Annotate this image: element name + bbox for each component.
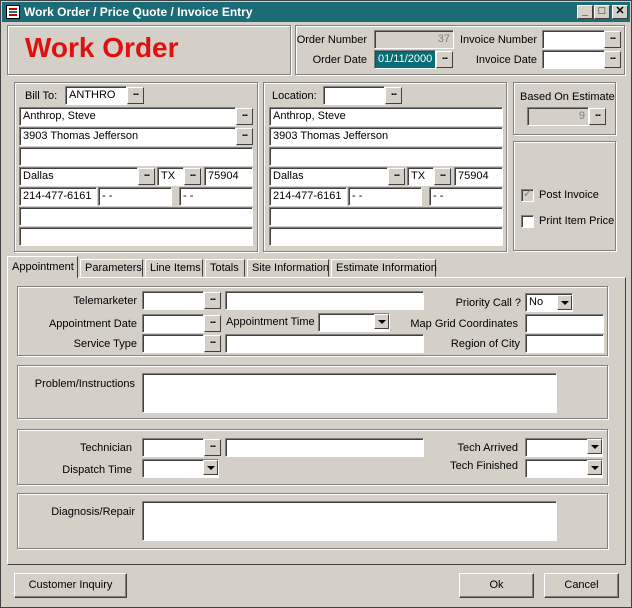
bill-to-phone2-field[interactable]: - - bbox=[98, 187, 172, 206]
technician-name-field[interactable] bbox=[225, 438, 424, 457]
technician-ellipsis-button[interactable]: ... bbox=[204, 439, 221, 456]
bill-to-address1-field[interactable]: 3903 Thomas Jefferson bbox=[19, 127, 236, 146]
tech-finished-dropdown-icon[interactable] bbox=[587, 460, 602, 475]
bill-to-label: Bill To: bbox=[25, 90, 58, 102]
ok-button[interactable]: Ok bbox=[459, 573, 534, 598]
order-date-ellipsis-button[interactable]: ... bbox=[436, 51, 453, 68]
location-address1-field[interactable]: 3903 Thomas Jefferson bbox=[269, 127, 503, 146]
invoice-number-field[interactable] bbox=[542, 30, 605, 49]
priority-call-select[interactable]: No bbox=[525, 293, 573, 312]
location-code-field[interactable] bbox=[323, 86, 385, 105]
telemarketer-label: Telemarketer bbox=[73, 295, 137, 307]
dispatch-time-dropdown-icon[interactable] bbox=[203, 460, 218, 475]
post-invoice-checkbox[interactable] bbox=[521, 189, 534, 202]
diagnosis-repair-label: Diagnosis/Repair bbox=[51, 506, 135, 518]
based-on-estimate-field: 9 bbox=[527, 107, 589, 126]
tab-line-items[interactable]: Line Items bbox=[145, 259, 203, 277]
tab-estimate-information[interactable]: Estimate Information bbox=[331, 259, 436, 277]
tab-parameters[interactable]: Parameters bbox=[80, 259, 143, 277]
invoice-date-ellipsis-button[interactable]: ... bbox=[604, 51, 621, 68]
problem-instructions-textarea[interactable] bbox=[142, 373, 557, 413]
location-extra2-field[interactable] bbox=[269, 227, 503, 246]
invoice-date-field[interactable] bbox=[542, 50, 605, 69]
tab-site-information[interactable]: Site Information bbox=[247, 259, 329, 277]
close-button[interactable]: ✕ bbox=[612, 5, 628, 19]
service-type-field[interactable] bbox=[142, 334, 204, 353]
service-type-label: Service Type bbox=[73, 338, 137, 350]
technician-label: Technician bbox=[80, 442, 132, 454]
invoice-number-ellipsis-button[interactable]: ... bbox=[604, 31, 621, 48]
map-grid-field[interactable] bbox=[525, 314, 604, 333]
map-grid-label: Map Grid Coordinates bbox=[410, 318, 518, 330]
region-of-city-field[interactable] bbox=[525, 334, 604, 353]
bill-to-state-ellipsis-button[interactable]: ... bbox=[184, 168, 201, 185]
service-type-desc-field[interactable] bbox=[225, 334, 424, 353]
location-city-field[interactable]: Dallas bbox=[269, 167, 388, 186]
bill-to-city-ellipsis-button[interactable]: ... bbox=[138, 168, 155, 185]
bill-to-phone-field[interactable]: 214-477-6161 bbox=[19, 187, 97, 206]
dispatch-time-label: Dispatch Time bbox=[62, 464, 132, 476]
minimize-button[interactable]: _ bbox=[577, 5, 593, 19]
bill-to-code-ellipsis-button[interactable]: ... bbox=[127, 87, 144, 104]
location-city-ellipsis-button[interactable]: ... bbox=[388, 168, 405, 185]
order-date-label: Order Date bbox=[312, 54, 367, 66]
bill-to-address2-field[interactable] bbox=[19, 147, 253, 166]
based-on-estimate-label: Based On Estimate bbox=[520, 91, 615, 103]
bill-to-city-field[interactable]: Dallas bbox=[19, 167, 138, 186]
order-number-label: Order Number bbox=[296, 34, 367, 46]
priority-call-dropdown-icon[interactable] bbox=[557, 295, 572, 310]
technician-field[interactable] bbox=[142, 438, 204, 457]
title-bar[interactable] bbox=[2, 2, 630, 22]
bill-to-code-field[interactable]: ANTHRO bbox=[65, 86, 127, 105]
location-phone2-field[interactable]: - - bbox=[348, 187, 422, 206]
appointment-time-dropdown-icon[interactable] bbox=[374, 314, 389, 329]
tech-arrived-label: Tech Arrived bbox=[457, 442, 518, 454]
tab-appointment[interactable]: Appointment bbox=[7, 256, 78, 278]
bill-to-state-field[interactable]: TX bbox=[157, 167, 184, 186]
location-extra1-field[interactable] bbox=[269, 207, 503, 226]
location-label: Location: bbox=[272, 90, 317, 102]
order-date-field[interactable]: 01/11/2000 bbox=[374, 50, 436, 69]
appointment-date-field[interactable] bbox=[142, 314, 204, 333]
location-state-ellipsis-button[interactable]: ... bbox=[434, 168, 451, 185]
location-address2-field[interactable] bbox=[269, 147, 503, 166]
appointment-time-label: Appointment Time bbox=[226, 316, 315, 328]
tech-finished-label: Tech Finished bbox=[450, 460, 518, 472]
window-title: Work Order / Price Quote / Invoice Entry bbox=[24, 5, 253, 19]
invoice-date-label: Invoice Date bbox=[475, 54, 537, 66]
order-number-field: 37 bbox=[374, 30, 454, 49]
location-phone-field[interactable]: 214-477-6161 bbox=[269, 187, 347, 206]
bill-to-zip-field[interactable]: 75904 bbox=[204, 167, 253, 186]
telemarketer-name-field[interactable] bbox=[225, 291, 424, 310]
maximize-button[interactable]: □ bbox=[594, 5, 610, 19]
bill-to-address-ellipsis-button[interactable]: ... bbox=[236, 128, 253, 145]
bill-to-extra2-field[interactable] bbox=[19, 227, 253, 246]
cancel-button[interactable]: Cancel bbox=[544, 573, 619, 598]
app-icon bbox=[6, 5, 20, 19]
estimate-ellipsis-button[interactable]: ... bbox=[589, 108, 606, 125]
print-item-price-label: Print Item Price bbox=[539, 215, 615, 227]
location-name-field[interactable]: Anthrop, Steve bbox=[269, 107, 503, 126]
region-of-city-label: Region of City bbox=[450, 338, 520, 350]
appointment-date-ellipsis-button[interactable]: ... bbox=[204, 315, 221, 332]
customer-inquiry-button[interactable]: Customer Inquiry bbox=[14, 573, 127, 598]
location-zip-field[interactable]: 75904 bbox=[454, 167, 503, 186]
problem-instructions-label: Problem/Instructions bbox=[34, 378, 135, 390]
diagnosis-repair-textarea[interactable] bbox=[142, 501, 557, 541]
tech-arrived-dropdown-icon[interactable] bbox=[587, 439, 602, 454]
heading-panel bbox=[7, 25, 291, 75]
priority-call-label: Priority Call ? bbox=[455, 297, 521, 309]
bill-to-extra1-field[interactable] bbox=[19, 207, 253, 226]
print-item-price-checkbox[interactable] bbox=[521, 215, 534, 228]
telemarketer-field[interactable] bbox=[142, 291, 204, 310]
bill-to-phone3-field[interactable]: - - bbox=[179, 187, 253, 206]
bill-to-name-ellipsis-button[interactable]: ... bbox=[236, 108, 253, 125]
location-code-ellipsis-button[interactable]: ... bbox=[385, 87, 402, 104]
service-type-ellipsis-button[interactable]: ... bbox=[204, 335, 221, 352]
telemarketer-ellipsis-button[interactable]: ... bbox=[204, 292, 221, 309]
appointment-date-label: Appointment Date bbox=[48, 318, 137, 330]
post-invoice-label: Post Invoice bbox=[539, 189, 599, 201]
location-phone3-field[interactable]: - - bbox=[429, 187, 503, 206]
bill-to-name-field[interactable]: Anthrop, Steve bbox=[19, 107, 236, 126]
invoice-number-label: Invoice Number bbox=[459, 34, 537, 46]
location-state-field[interactable]: TX bbox=[407, 167, 434, 186]
page-heading: Work Order bbox=[25, 32, 179, 63]
tab-totals[interactable]: Totals bbox=[205, 259, 245, 277]
